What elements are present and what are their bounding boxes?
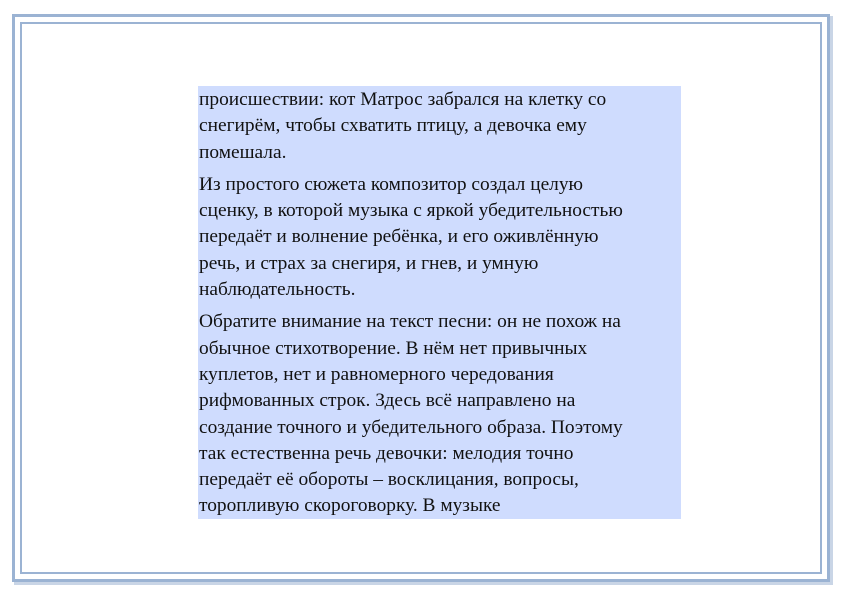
text-line: речь, и страх за снегиря, и гнев, и умную <box>199 252 539 274</box>
paragraph <box>199 87 681 166</box>
text-line: сценку, в которой музыка с яркой убедительностью <box>199 200 623 222</box>
text-line: создание точного и убедительного образа. Поэтому <box>199 416 623 438</box>
text-line: так естественна речь девочки: мелодия точно <box>199 442 574 464</box>
text-line: куплетов, нет и равномерного чередования <box>199 363 554 385</box>
text-line: передаёт её обороты – восклицания, вопросы, <box>199 469 579 491</box>
text-line: передаёт и волнение ребёнка, и его оживлённую <box>199 226 599 248</box>
text-line: наблюдательность. <box>199 279 356 301</box>
text-line: рифмованных строк. Здесь всё направлено на <box>199 390 576 412</box>
paragraph <box>199 309 681 519</box>
text-line: снегирём, чтобы схватить птицу, а девочка ему <box>199 115 587 137</box>
frame-shadow-bottom <box>14 582 833 585</box>
text-line: помешала. <box>199 141 287 163</box>
text-block <box>198 86 681 519</box>
text-line: торопливую скороговорку. В музыке <box>199 495 501 517</box>
text-line: Из простого сюжета композитор создал целую <box>199 173 584 195</box>
frame-shadow-right <box>830 16 833 584</box>
text-line: происшествии: кот Матрос забрался на клетку со <box>199 89 607 110</box>
paragraph <box>199 172 681 303</box>
text-line: обычное стихотворение. В нём нет привычных <box>199 337 588 359</box>
text-line: Обратите внимание на текст песни: он не похож на <box>199 311 621 333</box>
